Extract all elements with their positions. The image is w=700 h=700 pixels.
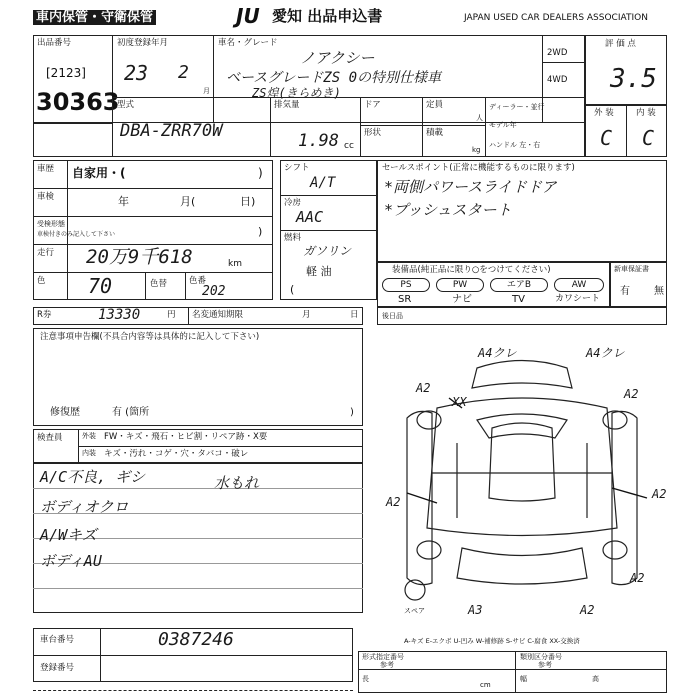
- car-damage-diagram: [377, 328, 667, 640]
- association-name: JAPAN USED CAR DEALERS ASSOCIATION: [464, 13, 648, 23]
- int-value: C: [642, 126, 655, 150]
- comment-line-2: ボディオクロ: [40, 498, 129, 516]
- model-name-line2: ベースグレードZS 0の特別仕様車: [226, 70, 442, 86]
- spare-label: スペア: [404, 607, 425, 615]
- notice-label: 名変通知期限: [192, 310, 244, 320]
- score-value: 3.5: [610, 64, 657, 94]
- drive-2wd: 2WD: [547, 48, 568, 58]
- chassis-label: 車台番号: [40, 635, 75, 645]
- repair-label: 修復歴: [50, 407, 80, 418]
- rear-goods-row: [377, 307, 667, 325]
- equip-pw: PW: [436, 278, 484, 292]
- equip-sr: SR: [398, 294, 412, 305]
- size-box: [358, 651, 667, 693]
- storage-banner: 車内保管・守衛保管: [33, 10, 156, 25]
- selling-points-label: セールスポイント(正常に機能するものに限ります): [382, 163, 575, 173]
- lot-code: [2123]: [46, 66, 86, 80]
- damage-legend: A-キズ E-エクボ U-凹み W-補修跡 S-サビ C-腐食 XX-交換済: [404, 637, 580, 645]
- fuel-value: ガソリン: [303, 244, 352, 258]
- cooling-value: AAC: [296, 208, 324, 226]
- lot-bottom: [33, 123, 113, 157]
- drive-4wd: 4WD: [547, 75, 568, 85]
- mark-side-left: A2: [386, 495, 401, 509]
- interior-checks: キズ・汚れ・コゲ・穴・タバコ・破レ: [104, 449, 249, 459]
- comment-line-4: ボディAU: [40, 552, 102, 570]
- ext-value: C: [600, 126, 613, 150]
- chassis-value: 0387246: [158, 629, 234, 650]
- equip-navi: ナビ: [452, 294, 472, 305]
- comment-line-1b: 水もれ: [214, 474, 260, 492]
- notes-box: [33, 328, 363, 426]
- model-year-label: モデル年: [489, 121, 517, 129]
- color-code-value: 202: [202, 284, 226, 299]
- dealer-label: ディーラー・並行: [489, 103, 545, 111]
- notes-label: 注意事項申告欄(不具合内容等は具体的に記入して下さい): [40, 332, 260, 342]
- history-value: 自家用・(: [72, 166, 126, 180]
- comment-line-3: A/Wキズ: [40, 526, 97, 544]
- recycle-label: R券: [37, 310, 52, 320]
- equip-aw: AW: [554, 278, 604, 292]
- color-label: 色: [37, 276, 46, 286]
- mark-fender-right: A2: [624, 387, 639, 401]
- load-unit: kg: [472, 146, 481, 154]
- displacement-label: 排気量: [274, 100, 300, 110]
- mark-rear-bumper: A3: [468, 603, 483, 617]
- displacement-unit: cc: [344, 141, 354, 151]
- inspector-label: 検査員: [37, 433, 63, 443]
- first-reg-label: 初度登録年月: [117, 38, 169, 48]
- model-name-label: 車名・グレード: [218, 38, 278, 48]
- shift-value: A/T: [310, 175, 336, 191]
- mileage-unit: km: [228, 259, 242, 269]
- fuel-label: 燃料: [284, 233, 302, 243]
- comment-line-1: A/C不良, ギシ: [40, 468, 146, 486]
- equip-leather: カワシート: [555, 294, 601, 304]
- mark-rear-right: A2: [630, 571, 645, 585]
- mileage-value: 20万9千618: [86, 246, 193, 268]
- mark-rear-corner: A2: [580, 603, 595, 617]
- selling-point-2: *プッシュスタート: [384, 201, 512, 219]
- mark-fender-left: A2: [416, 381, 431, 395]
- exterior-checks: FW・キズ・飛石・ヒビ割・リペア跡・X要: [104, 432, 268, 442]
- score-label: 評 価 点: [605, 39, 636, 49]
- form-title: 愛知 出品申込書: [272, 7, 383, 25]
- shape-label: 形状: [364, 128, 382, 138]
- model-name-line1: ノアクシー: [300, 49, 375, 67]
- model-code-label: 型式: [117, 100, 135, 110]
- lot-number: 30363: [36, 88, 120, 116]
- ext-label: 外 装: [594, 108, 614, 118]
- capacity-label: 定員: [426, 100, 444, 110]
- equip-ps: PS: [382, 278, 430, 292]
- mark-front-right: A4クレ: [586, 346, 625, 360]
- mileage-label: 走行: [37, 248, 55, 258]
- mark-replaced: XX: [452, 395, 467, 409]
- first-reg-year: 23: [124, 61, 149, 85]
- capacity-unit: 人: [476, 114, 483, 122]
- auction-sheet: 車内保管・守衛保管 JU 愛知 出品申込書 JAPAN USED CAR DEALERS ASSOCIATION 出品番号 [2123] 30363 初度登録年月 23 2 月 車名・グレード ノアクシー ベースグレードZS 0の特別仕様車 ZS煌(きらめき) 2WD 4WD 評 価 点 3.5 外 装 内 装 C C 型式 DBA-ZRR70W 排気量 1.98 cc ドア 形状 定員 人 積載 kg ディーラー・並行 モデル年 ハンドル 左・右 車歴 自家用・( ) 車検 年 月( 日) 受検形態 車検付きのみ記入して下さい ) 走行 20万9千618 km 色 70 色替 色番 202 シフト A/T 冷房 AAC 燃料 ガソリン 軽 油 ( セールスポイント(正常に機能するものに限ります) *両側パワースライドドア *プッシュスタート 装備品(純正品に限り○をつけてください) PS PW エアB AW SR ナビ TV カワシート 新車保証書 有 無 R券 13330 円 名変通知期限 月 日 後日品 注意事項申告欄(不具合内容等は具体的に記入して下さい) 修復歴 有 (箇所 ) 検査員 外装 FW・キズ・飛石・ヒビ割・リペア跡・X要 内装 キズ・汚れ・コゲ・穴・タバコ・破レ A/C不良, ギシ 水もれ ボディオクロ A/Wキズ ボディAU 車台番号 0387246 登録番号 形式指定番号 類別区分番号 参考 参考 長 cm 幅 高 A4クレ A4クレ A2 XX A2 A2 A2 A2 A3 A2 スペア A-キズ E-エクボ U-凹み W-補修跡 S-サビ C-腐食 XX-交換済: [0, 0, 700, 700]
- inspection-label: 車検: [37, 192, 55, 202]
- month-unit: 月: [203, 87, 210, 95]
- int-label: 内 装: [636, 108, 656, 118]
- cooling-label: 冷房: [284, 198, 302, 208]
- load-label: 積載: [426, 128, 444, 138]
- model-code-value: DBA-ZRR70W: [120, 121, 223, 141]
- displacement-value: 1.98: [298, 131, 339, 151]
- equip-tv: TV: [512, 294, 525, 305]
- model-name-line3: ZS煌(きらめき): [252, 86, 341, 100]
- registration-label: 登録番号: [40, 663, 75, 673]
- equipment-label: 装備品(純正品に限り○をつけてください): [392, 265, 551, 275]
- history-label: 車歴: [37, 164, 55, 174]
- color-value: 70: [88, 274, 113, 298]
- mark-side-right: A2: [652, 487, 667, 501]
- rear-goods-label: 後日品: [382, 312, 403, 320]
- warranty-label: 新車保証書: [614, 265, 649, 273]
- selling-point-1: *両側パワースライドドア: [384, 178, 557, 196]
- shift-label: シフト: [284, 163, 310, 173]
- form-label: 受検形態: [37, 220, 65, 228]
- ju-logo: JU: [236, 4, 260, 28]
- handle-label: ハンドル 左・右: [489, 141, 541, 149]
- doors-label: ドア: [364, 100, 381, 110]
- recycle-value: 13330: [98, 307, 141, 323]
- equip-airbag: エアB: [490, 278, 548, 292]
- lot-label: 出品番号: [37, 38, 72, 48]
- first-reg-month: 2: [178, 62, 189, 83]
- mark-front-left: A4クレ: [478, 346, 517, 360]
